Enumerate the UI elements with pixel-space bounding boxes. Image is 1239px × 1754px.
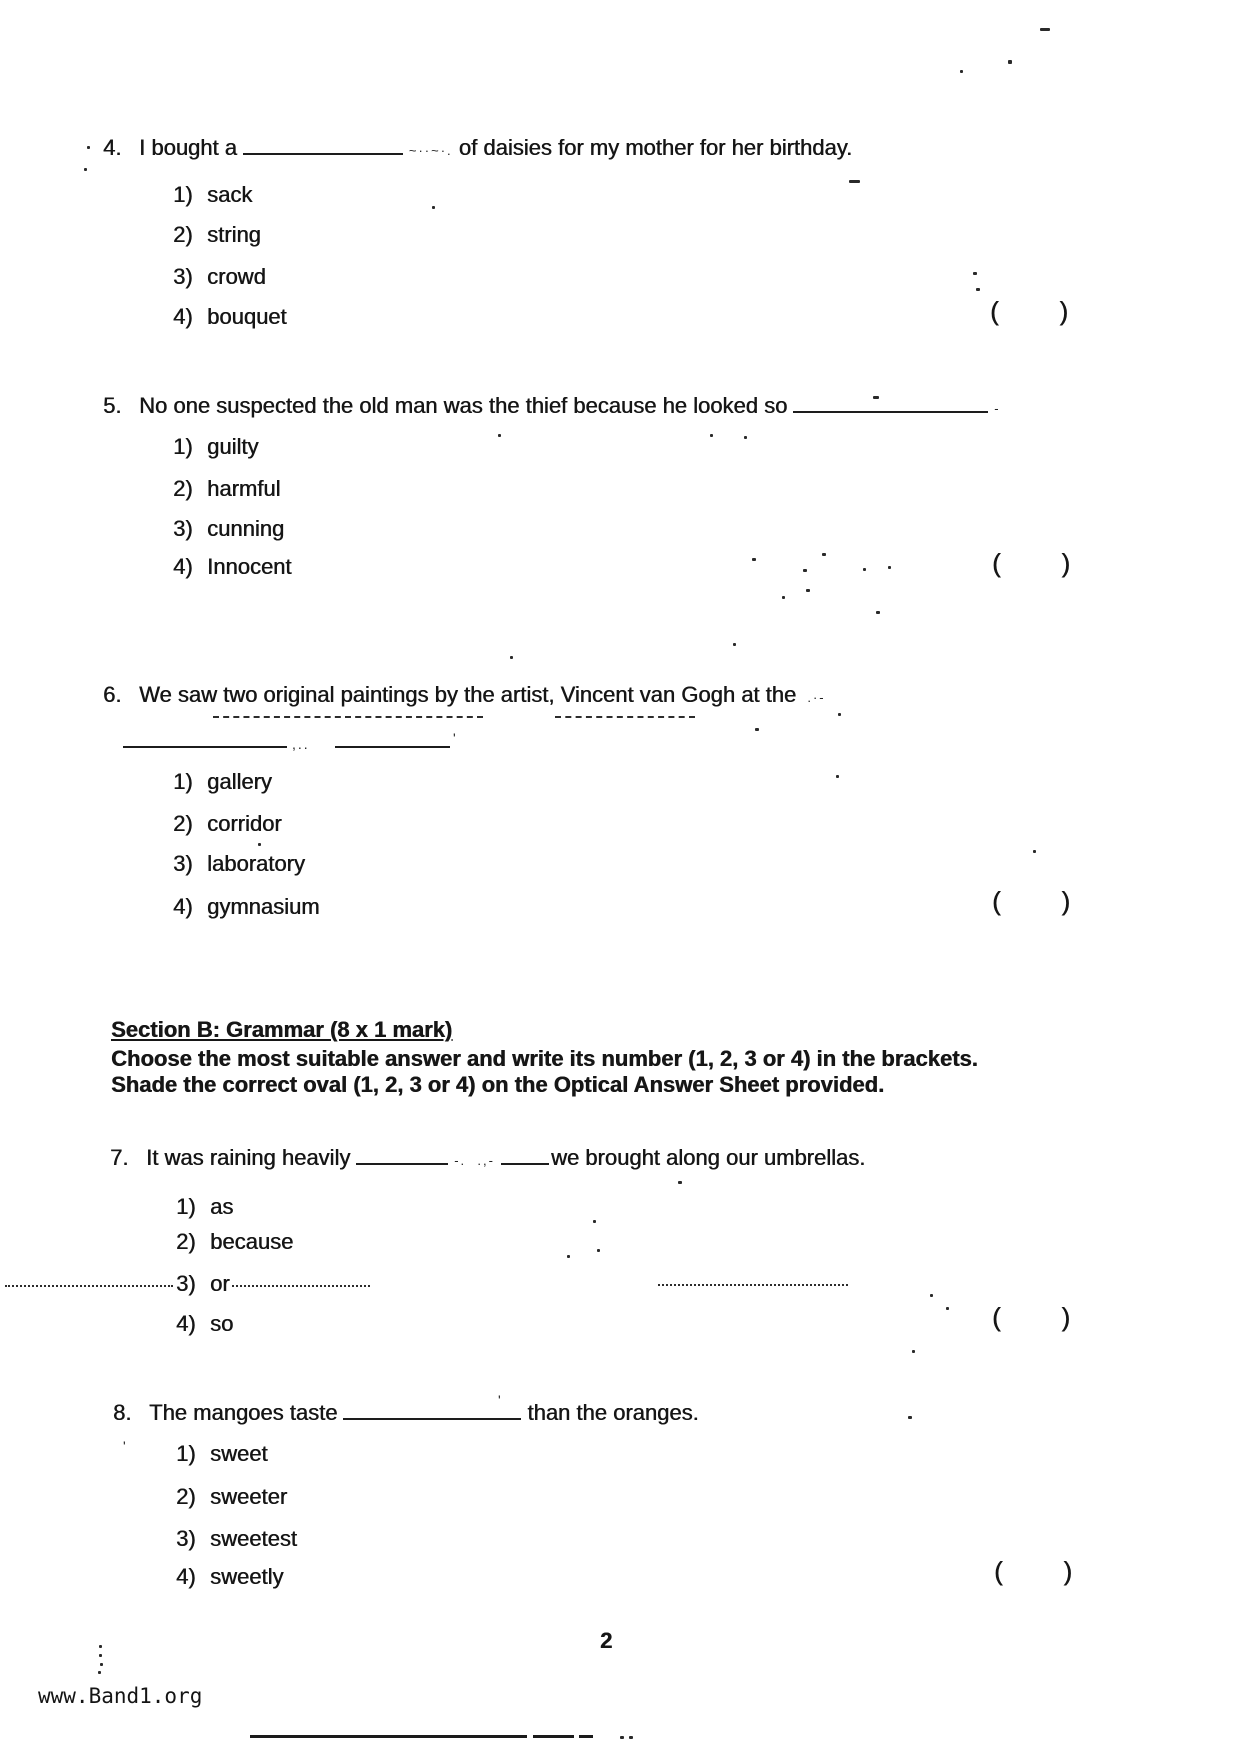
- question-6-number: 6.: [103, 682, 122, 707]
- question-7-option-3: 3) or: [176, 1271, 230, 1296]
- question-7-answer-brackets: ( ): [992, 1302, 1070, 1332]
- question-8-answer-brackets: ( ): [994, 1556, 1072, 1586]
- scan-speck: [908, 1416, 912, 1419]
- scan-dashed-line: [213, 716, 483, 718]
- scan-speck: [752, 558, 756, 561]
- scan-speck: [822, 553, 826, 556]
- question-6-blank: [123, 746, 287, 748]
- question-5-option-2: 2) harmful: [173, 476, 281, 501]
- question-4-text: 4. I bought a ~··~·. of daisies for my mother for her birthday.: [103, 135, 853, 160]
- question-5-number: 5.: [103, 393, 122, 418]
- scan-speck: [432, 206, 435, 209]
- question-4-option-2: 2) string: [173, 222, 261, 247]
- question-6-blank: [335, 746, 450, 748]
- question-7-text: 7. It was raining heavily -. .,- we brought along our umbrellas.: [110, 1145, 866, 1170]
- scan-scrawl: .·-: [796, 690, 826, 705]
- question-4-option-4: 4) bouquet: [173, 304, 287, 329]
- scan-scrawl: ,..: [292, 736, 310, 752]
- scan-bottom-line: [579, 1735, 593, 1738]
- scan-scrawl: ': [123, 1438, 128, 1454]
- scan-speck: [99, 1654, 102, 1657]
- scan-scrawl: -. .,-: [454, 1153, 495, 1168]
- scan-speck: [836, 775, 839, 778]
- scan-speck: [99, 1645, 102, 1648]
- scan-dashed-line: [555, 716, 695, 718]
- scan-speck: [498, 434, 501, 437]
- scan-speck: [620, 1736, 624, 1739]
- scan-speck: [1040, 28, 1050, 31]
- question-6-option-1: 1) gallery: [173, 769, 272, 794]
- scan-scrawl: -: [994, 401, 1001, 416]
- question-6-option-3: 3) laboratory: [173, 851, 305, 876]
- scan-speck: [1008, 60, 1012, 64]
- scan-dotted-line: [5, 1285, 173, 1287]
- question-5-option-1: 1) guilty: [173, 434, 259, 459]
- question-4-option-3: 3) crowd: [173, 264, 266, 289]
- scan-scrawl: ~··~·.: [408, 143, 453, 158]
- scan-speck: [803, 569, 807, 572]
- scan-bottom-line: [250, 1735, 527, 1738]
- scan-speck: [960, 70, 963, 73]
- scan-speck: [930, 1294, 933, 1297]
- question-5-answer-brackets: ( ): [992, 548, 1070, 578]
- question-7-blank: [501, 1143, 549, 1165]
- scan-speck: [838, 713, 841, 716]
- question-7-option-1: 1) as: [176, 1194, 234, 1219]
- scan-speck: [755, 728, 759, 731]
- scan-speck: [976, 288, 980, 291]
- scan-speck: [510, 656, 513, 659]
- question-8-number: 8.: [113, 1400, 132, 1425]
- scan-speck: [733, 643, 736, 646]
- scan-scrawl: ': [498, 1392, 503, 1408]
- question-7-number: 7.: [110, 1145, 129, 1170]
- scan-dotted-line: [658, 1284, 848, 1286]
- scan-speck: [567, 1255, 570, 1258]
- scan-speck: [863, 568, 866, 571]
- scan-speck: [1033, 850, 1036, 853]
- question-6-answer-brackets: ( ): [992, 886, 1070, 916]
- watermark-url: www.Band1.org: [38, 1684, 203, 1708]
- scan-speck: [678, 1181, 682, 1184]
- section-b-instruction-1: Choose the most suitable answer and write its number (1, 2, 3 or 4) in the brackets.: [111, 1046, 978, 1071]
- scan-speck: [597, 1249, 600, 1252]
- question-8-text: 8. The mangoes taste than the oranges.: [113, 1400, 699, 1425]
- question-4-number: 4.: [103, 135, 122, 160]
- scan-speck: [593, 1220, 596, 1223]
- question-8-blank: [343, 1398, 521, 1420]
- scan-speck: [912, 1350, 915, 1353]
- section-b-heading: Section B: Grammar (8 x 1 mark): [111, 1017, 453, 1042]
- question-4-option-1: 1) sack: [173, 182, 253, 207]
- scan-scrawl: ': [453, 730, 458, 746]
- scan-speck: [629, 1736, 633, 1739]
- scan-speck: [258, 843, 261, 846]
- question-8-option-1: 1) sweet: [176, 1441, 268, 1466]
- scan-speck: [973, 272, 977, 275]
- question-7-option-4: 4) so: [176, 1311, 234, 1336]
- question-4-answer-brackets: ( ): [990, 296, 1068, 326]
- scan-speck: [782, 596, 785, 599]
- question-6-text: 6. We saw two original paintings by the artist, Vincent van Gogh at the .·-: [103, 682, 826, 707]
- scan-speck: [946, 1307, 949, 1310]
- scan-speck: [87, 146, 90, 149]
- question-8-option-4: 4) sweetly: [176, 1564, 284, 1589]
- section-b-instruction-2: Shade the correct oval (1, 2, 3 or 4) on the Optical Answer Sheet provided.: [111, 1072, 885, 1097]
- question-7-option-2: 2) because: [176, 1229, 294, 1254]
- page-number: 2: [600, 1628, 613, 1653]
- question-6-option-2: 2) corridor: [173, 811, 282, 836]
- scan-speck: [98, 1671, 101, 1674]
- question-5-text: 5. No one suspected the old man was the thief because he looked so -: [103, 393, 1001, 418]
- question-5-option-4: 4) Innocent: [173, 554, 292, 579]
- scan-bottom-line: [533, 1735, 574, 1738]
- scan-speck: [710, 434, 713, 437]
- scan-speck: [806, 589, 810, 592]
- scan-speck: [873, 396, 879, 399]
- question-8-option-3: 3) sweetest: [176, 1526, 297, 1551]
- scan-speck: [849, 180, 860, 183]
- scan-speck: [876, 611, 880, 614]
- question-8-option-2: 2) sweeter: [176, 1484, 288, 1509]
- scan-speck: [84, 168, 87, 171]
- question-5-blank: [793, 391, 988, 413]
- scan-dotted-line: [232, 1285, 370, 1287]
- scan-speck: [888, 566, 891, 569]
- question-5-option-3: 3) cunning: [173, 516, 285, 541]
- scan-speck: [744, 436, 747, 439]
- question-6-option-4: 4) gymnasium: [173, 894, 320, 919]
- question-4-blank: [243, 133, 403, 155]
- scan-speck: [100, 1663, 103, 1666]
- question-7-blank: [356, 1143, 448, 1165]
